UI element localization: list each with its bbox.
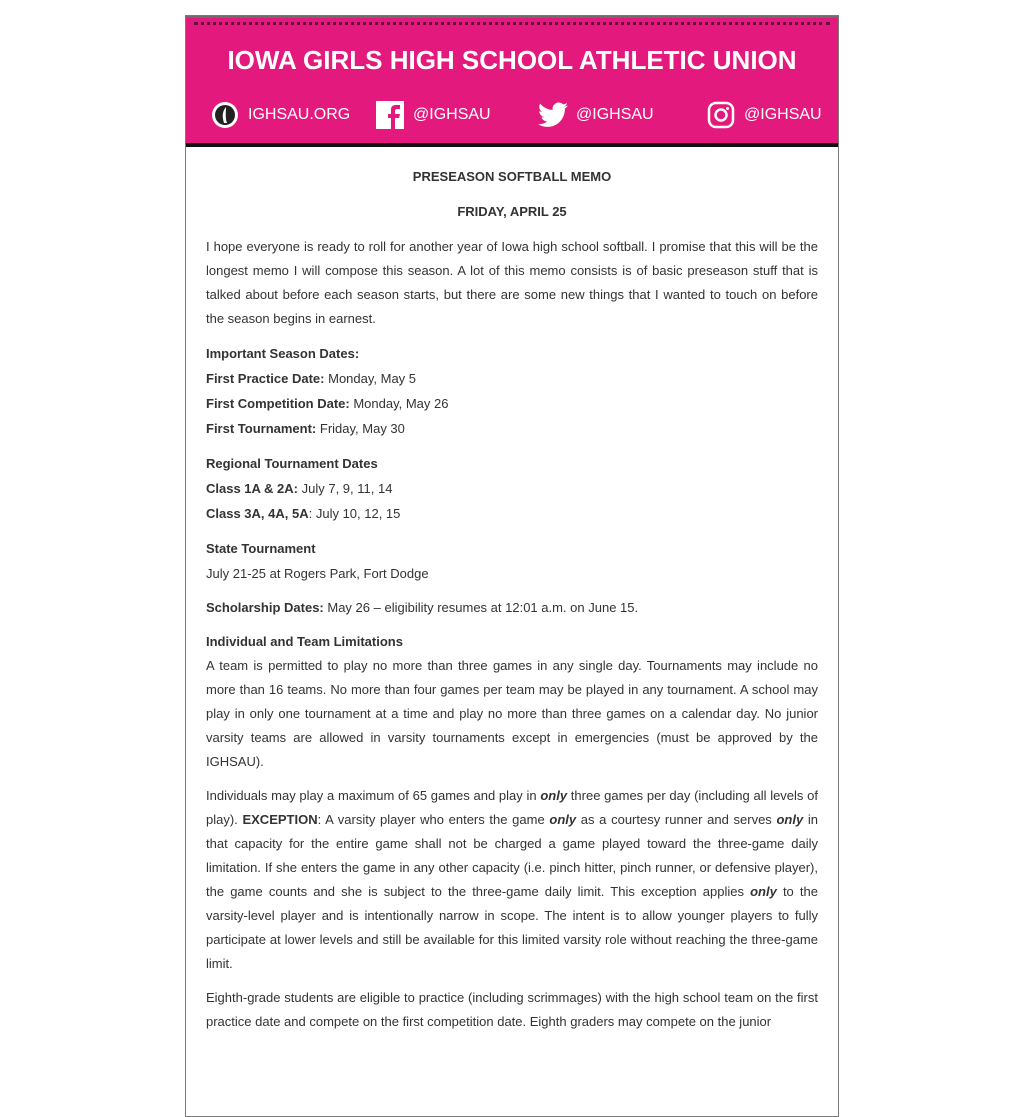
section-heading: Important Season Dates: <box>206 346 360 361</box>
regional-dates <box>206 451 818 526</box>
list-item: First Competition Date: Monday, May 26 <box>206 396 449 411</box>
list-item: First Practice Date: Monday, May 5 <box>206 371 417 386</box>
state-tournament <box>206 536 818 586</box>
intro-paragraph: I hope everyone is ready to roll for another year of Iowa high school softball. I promise that this will be the longest memo I will compose this season. A lot of this memo consists is of basic preseason stuff that is talked about before each season starts, but there are some new things that I wanted to touch on before the season begins in earnest. <box>206 239 818 326</box>
section-heading: State Tournament <box>206 541 316 556</box>
memo-page <box>185 15 839 1117</box>
facebook-link[interactable]: @IGHSAU <box>375 100 491 130</box>
memo-body <box>186 147 838 1034</box>
organization-title: IOWA GIRLS HIGH SCHOOL ATHLETIC UNION <box>227 45 797 75</box>
list-item: Class 1A & 2A: July 7, 9, 11, 14 <box>206 481 393 496</box>
facebook-icon <box>375 100 405 130</box>
limitations-section: Individual and Team Limitations A team is permitted to play no more than three games in any single day. Tournaments may include no more than 16 teams. No more than four games per team may be played in any tournament. A school may play in only one tournament at a time and play no more than three games on a calendar day. No junior varsity teams are allowed in varsity tournaments except in emergencies (must be approved by the IGHSAU). <box>206 634 818 769</box>
section-heading: Individual and Team Limitations <box>206 634 403 649</box>
header-banner <box>186 16 838 147</box>
season-dates <box>206 341 818 441</box>
scholarship-dates: Scholarship Dates: May 26 – eligibility resumes at 12:01 a.m. on June 15. <box>206 600 639 615</box>
eighth-grade-paragraph: Eighth-grade students are eligible to practice (including scrimmages) with the high school team on the first practice date and compete on the first competition date. Eighth graders may compete on the junior <box>206 990 818 1029</box>
memo-date: FRIDAY, APRIL 25 <box>457 204 567 219</box>
list-item: Class 3A, 4A, 5A: July 10, 12, 15 <box>206 506 401 521</box>
list-item: First Tournament: Friday, May 30 <box>206 421 405 436</box>
list-item: July 21-25 at Rogers Park, Fort Dodge <box>206 566 429 581</box>
instagram-icon <box>706 100 736 130</box>
dotted-divider <box>194 22 830 25</box>
section-heading: Regional Tournament Dates <box>206 456 378 471</box>
website-link[interactable]: IGHSAU.ORG <box>210 100 350 130</box>
individuals-paragraph: Individuals may play a maximum of 65 games and play in only three games per day (including all levels of play). EXCEPTION: A varsity player who enters the game only as a courtesy runner and serves only in that capacity for the entire game shall not be charged a game played toward the three-game daily limitation. If she enters the game in any other capacity (i.e. pinch hitter, pinch runner, or defensive player), the game counts and she is subject to the three-game daily limit. This exception applies only to the varsity-level player and is intentionally narrow in scope. The intent is to allow younger players to fully participate at lower levels and still be available for this limited varsity role without reaching the three-game limit. <box>206 788 819 971</box>
memo-title: PRESEASON SOFTBALL MEMO <box>412 169 612 184</box>
ighsau-logo-icon <box>210 100 240 130</box>
instagram-link[interactable]: @IGHSAU <box>706 100 822 130</box>
twitter-icon <box>538 100 568 130</box>
twitter-link[interactable]: @IGHSAU <box>538 100 654 130</box>
